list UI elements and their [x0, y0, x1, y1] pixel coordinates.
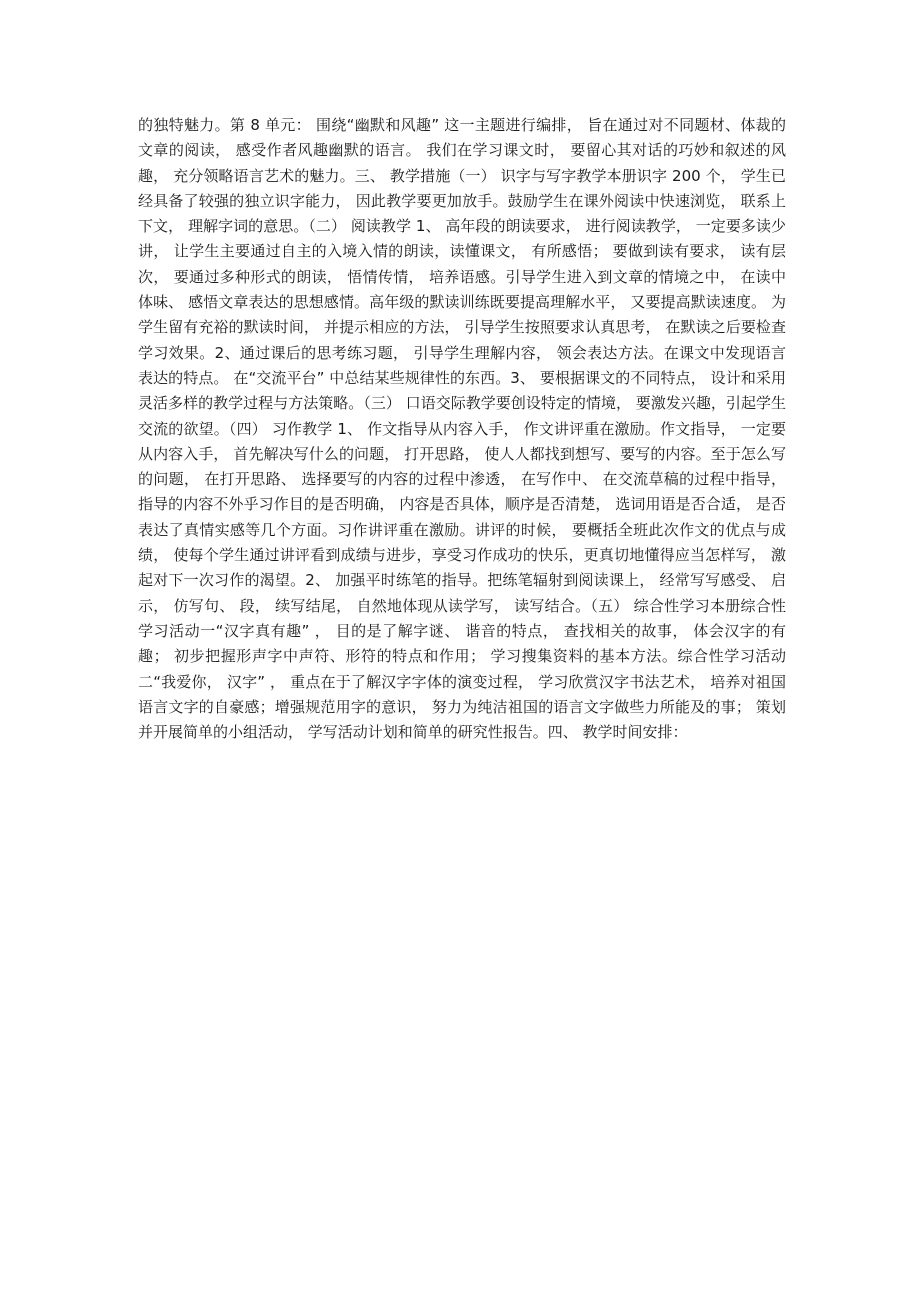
document-body-paragraph: 的独特魅力。第 8 单元： 围绕“幽默和风趣” 这一主题进行编排， 旨在通过对不同题材、体裁的文章的阅读， 感受作者风趣幽默的语言。 我们在学习课文时， 要留心其对话的巧妙和叙述的风趣， 充分领略语言艺术的魅力。三、 教学措施（一） 识字与写字教学本册识字 200 个， 学生已经具备了较强的独立识字能力， 因此教学要更加放手。鼓励学生在课外阅读中快速浏览， 联系上下文， 理解字词的意思。（二） 阅读教学 1、 高年段的朗读要求， 进行阅读教学， 一定要多读少讲， 让学生主要通过自主的入境入情的朗读，读懂课文， 有所感悟； 要做到读有要求， 读有层次， 要通过多种形式的朗读， 悟情传情， 培养语感。引导学生进入到文章的情境之中， 在读中体味、 感悟文章表达的思想感情。高年级的默读训练既要提高理解水平， 又要提高默读速度。 为学生留有充裕的默读时间， 并提示相应的方法， 引导学生按照要求认真思考， 在默读之后要检查学习效果。2、通过课后的思考练习题， 引导学生理解内容， 领会表达方法。在课文中发现语言表达的特点。 在“交流平台” 中总结某些规律性的东西。3、 要根据课文的不同特点， 设计和采用灵活多样的教学过程与方法策略。（三） 口语交际教学要创设特定的情境， 要激发兴趣，引起学生交流的欲望。（四） 习作教学 1、 作文指导从内容入手， 作文讲评重在激励。作文指导， 一定要从内容入手， 首先解决写什么的问题， 打开思路， 使人人都找到想写、要写的内容。至于怎么写的问题， 在打开思路、 选择要写的内容的过程中渗透， 在写作中、 在交流草稿的过程中指导， 指导的内容不外乎习作目的是否明确， 内容是否具体，顺序是否清楚， 选词用语是否合适， 是否表达了真情实感等几个方面。习作讲评重在激励。讲评的时候， 要概括全班此次作文的优点与成绩， 使每个学生通过讲评看到成绩与进步，享受习作成功的快乐，更真切地懂得应当怎样写， 激起对下一次习作的渴望。2、 加强平时练笔的指导。把练笔辐射到阅读课上， 经常写写感受、 启示， 仿写句、 段， 续写结尾， 自然地体现从读学写， 读写结合。（五） 综合性学习本册综合性学习活动一“汉字真有趣” ， 目的是了解字谜、 谐音的特点， 查找相关的故事， 体会汉字的有趣； 初步把握形声字中声符、形符的特点和作用； 学习搜集资料的基本方法。综合性学习活动二“我爱你， 汉字” ， 重点在于了解汉字字体的演变过程， 学习欣赏汉字书法艺术， 培养对祖国语言文字的自豪感；增强规范用字的意识， 努力为纯洁祖国的语言文字做些力所能及的事； 策划并开展简单的小组活动， 学写活动计划和简单的研究性报告。四、 教学时间安排： — [138, 116, 786, 742]
